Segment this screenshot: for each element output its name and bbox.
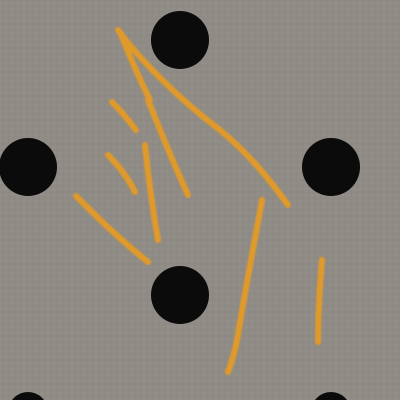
dot-left bbox=[0, 138, 57, 196]
dot-center-bottom bbox=[151, 266, 209, 324]
dot-top bbox=[151, 11, 209, 69]
dot-right bbox=[302, 138, 360, 196]
